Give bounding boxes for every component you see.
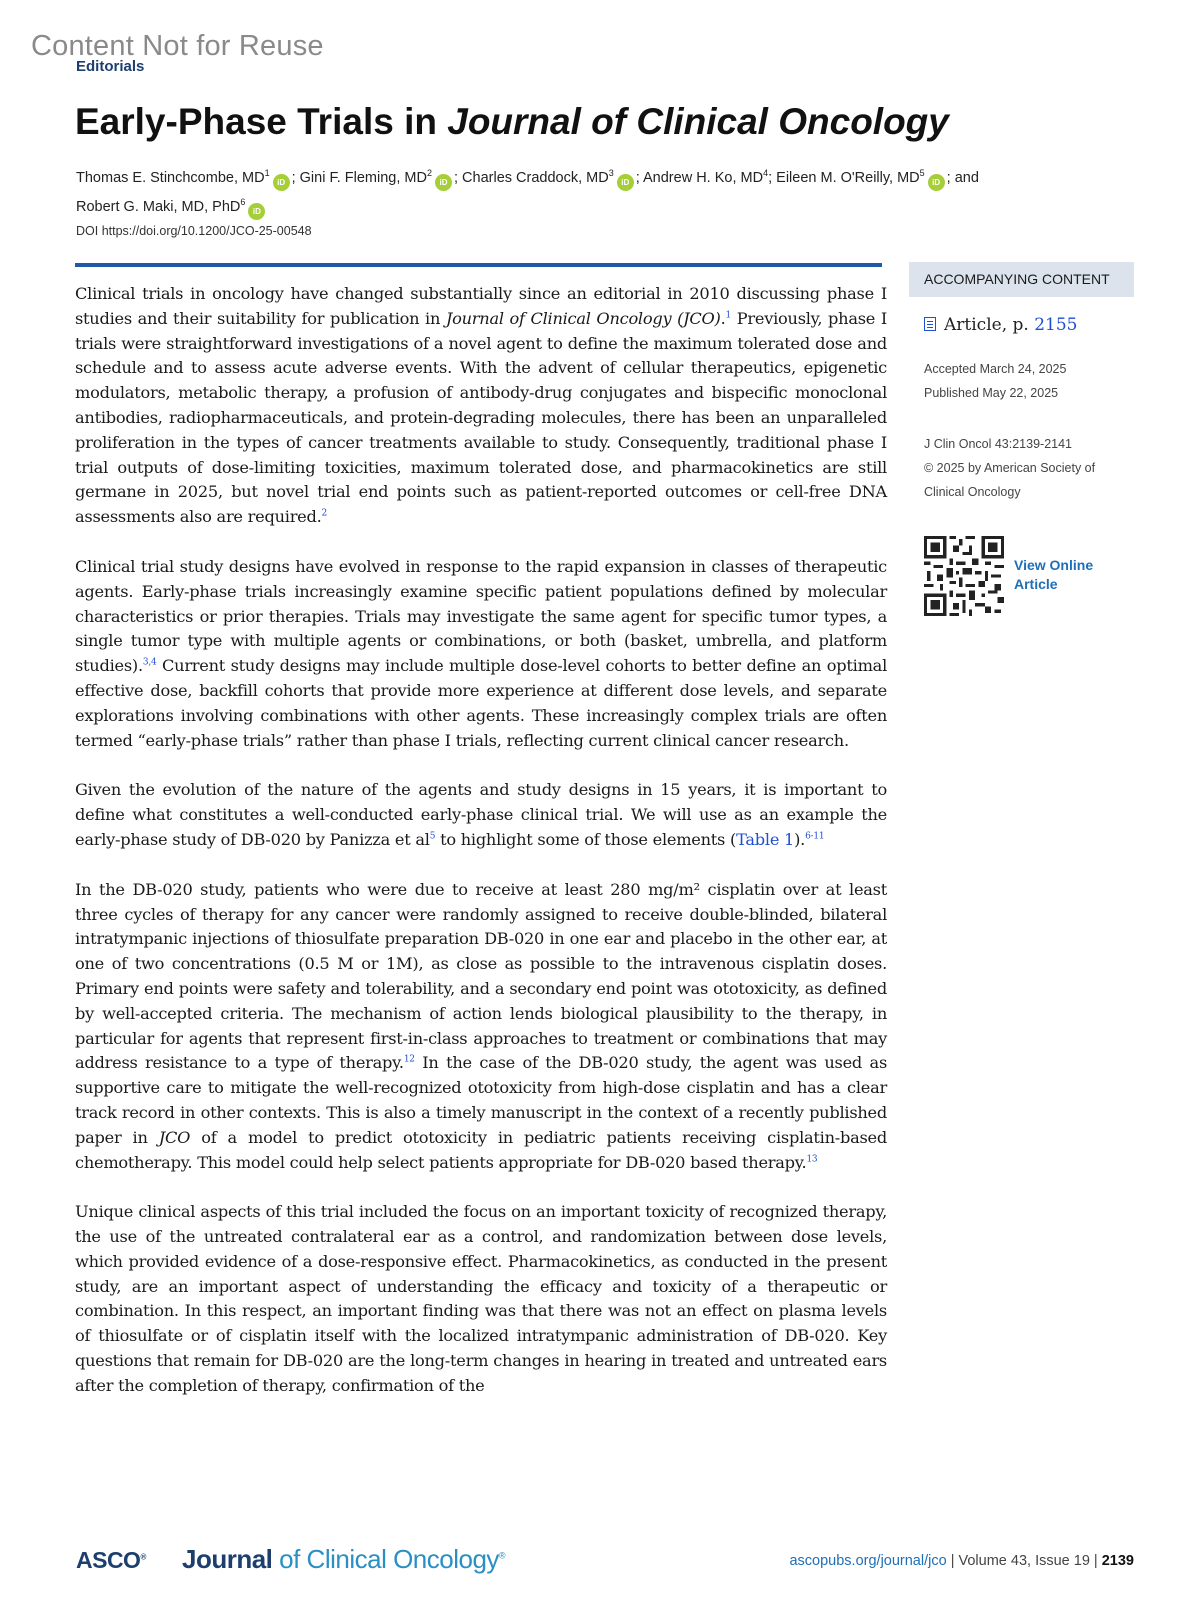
volume-issue: Volume 43, Issue 19 <box>958 1553 1090 1569</box>
reference-link[interactable]: 6-11 <box>805 831 825 842</box>
paragraph: Clinical trial study designs have evolved in response to the rapid expansion in classes of therapeutic agents. Early-phase trials increasingly examine specific patient populations defined by molecular characteristics or prior therapies. Trials may investigate the same agent for specific tumor types, a single tumor type with multiple agents or combinations, or both (basket, umbrella, and platform studies).$^{3,4}$ Current study designs may include multiple dose-level cohorts to better define an optimal effective dose, backfill cohorts that provide more experience at different dose levels, and separate explorations involving combinations with other agents. These increasingly complex trials are often termed “early-phase trials” rather than phase I trials, reflecting current clinical cancer research. <box>75 556 887 750</box>
section-label: Editorials <box>76 58 145 75</box>
paragraph: Clinical trials in oncology have changed substantially since an editorial in 2010 discussing phase I studies and their suitability for publication in Journal of Clinical Oncology (JCO).$^1$ Previously, phase I trials were straightforward investigations of a novel agent to define the maximum tolerated dose and schedule and to assess acute adverse events. With the advent of cellular therapeutics, epigenetic modulators, metabolic therapy, a profusion of antibody-drug conjugates and bispecific monoclonal antibodies, radiopharmaceuticals, and protein-degrading molecules, there has been an unparalleled proliferation in the types of cancer treatments available to study. Consequently, traditional phase I trial outputs of dose-limiting toxicities, maximum tolerated dose, and pharmacokinetics are still germane in 2025, but novel trial end points such as patient-reported outcomes or cell-free DNA assessments also are required.$^2$ <box>75 284 887 527</box>
reference-link[interactable]: 12 <box>403 1054 415 1065</box>
author-name[interactable]: Eileen M. O'Reilly, MD <box>776 169 920 186</box>
author-name[interactable]: Andrew H. Ko, MD <box>643 169 764 186</box>
qr-code-icon[interactable] <box>924 536 1004 616</box>
title-journal: Journal of Clinical Oncology <box>447 101 949 142</box>
accompanying-content-header: ACCOMPANYING CONTENT <box>909 262 1134 297</box>
reference-link[interactable]: 3,4 <box>142 657 157 668</box>
publication-dates <box>924 357 1066 405</box>
paragraph: In the DB-020 study, patients who were due to receive at least 280 mg/m² cisplatin over at least three cycles of therapy for any cancer were randomly assigned to receive double-blinded, bilateral intratympanic injections of thiosulfate preparation DB-020 in one ear and placebo in the other ear, at one of two concentrations (0.5 M or 1M), as close as possible to the intravenous cisplatin doses. Primary end points were safety and tolerability, and a secondary end point was ototoxicity, as defined by well-accepted criteria. The mechanism of action lends biological plausibility to the therapy, in particular for agents that represent first-in-class approaches to treatment or combinations that may address resistance to a type of therapy.$^{12}$ In the case of the DB-020 study, the agent was used as supportive care to mitigate the well-recognized ototoxicity from high-dose cisplatin and has a clear track record in other contexts. This is also a timely manuscript in the context of a recently published paper in JCO of a model to predict ototoxicity in pediatric patients receiving cisplatin-based chemotherapy. This model could help select patients appropriate for DB-020 based therapy.$^{13}$ <box>75 879 888 1172</box>
orcid-icon[interactable]: iD <box>435 174 452 191</box>
author-name[interactable]: Thomas E. Stinchcombe, MD <box>76 169 265 186</box>
copyright-cont: Clinical Oncology <box>924 485 1021 499</box>
article-body <box>75 282 887 1424</box>
header-rule <box>75 263 882 267</box>
orcid-icon[interactable]: iD <box>928 174 945 191</box>
footer-info: ascopubs.org/journal/jco | Volume 43, Issue 19 | 2139 <box>789 1553 1134 1569</box>
citation-block <box>924 432 1095 504</box>
journal-url-link[interactable]: ascopubs.org/journal/jco <box>789 1553 947 1569</box>
author-name[interactable]: Gini F. Fleming, MD <box>299 169 427 186</box>
author-name[interactable]: Robert G. Maki, MD, PhD <box>76 198 241 215</box>
view-online-article-link[interactable]: View Online Article <box>1014 557 1094 592</box>
reference-link[interactable]: 1 <box>725 310 732 321</box>
published-date: Published May 22, 2025 <box>924 386 1059 400</box>
article-title <box>75 98 1135 146</box>
reference-link[interactable]: 13 <box>806 1154 818 1165</box>
title-prefix: Early-Phase Trials in <box>75 101 448 142</box>
watermark: Content Not for Reuse <box>31 30 324 62</box>
page-number: 2139 <box>1101 1553 1134 1569</box>
accepted-date: Accepted March 24, 2025 <box>924 362 1067 376</box>
document-icon <box>924 317 936 331</box>
author-list: Thomas E. Stinchcombe, $MD^1iD$ ; Gini F. Fleming, $MD^2iD$ ; Charles Craddock, $MD^3iD$ ; Andrew H. Ko, $MD^4$; Eileen M. O'Reilly, $MD^5iD$ ; and Robert G. Maki, MD, PhD$^6$iD <box>76 162 1136 220</box>
paragraph: Unique clinical aspects of this trial included the focus on an important toxicity of recognized therapy, the use of the untreated contralateral ear as a control, and randomization between dose levels, which provided evidence of a dose-responsive effect. Pharmacokinetics, as conducted in the present study, are an important aspect of understanding the efficacy and toxicity of a therapeutic or combination. In this respect, an important finding was that there was not an effect on plasma levels of thiosulfate or of cisplatin itself with the localized intratympanic administration of DB-020. Key questions that remain for DB-020 are the long-term changes in hearing in treated and untreated ears after the completion of therapy, confirmation of the <box>75 1202 887 1395</box>
reference-link[interactable]: 5 <box>429 831 436 842</box>
asco-logo: ASCO® <box>76 1547 146 1573</box>
copyright: © 2025 by American Society of <box>924 461 1096 475</box>
doi-link[interactable]: DOI https://doi.org/10.1200/JCO-25-00548 <box>76 224 312 238</box>
table-link[interactable]: Table 1 <box>736 829 795 849</box>
orcid-icon[interactable]: iD <box>248 203 265 220</box>
article-page-link[interactable]: 2155 <box>1034 315 1078 335</box>
accompanying-article-link[interactable]: Article, p. 2155 <box>924 315 1077 335</box>
journal-logo: Journal of Clinical Oncology® <box>182 1544 506 1574</box>
orcid-icon[interactable]: iD <box>617 174 634 191</box>
paragraph: Given the evolution of the nature of the agents and study designs in 15 years, it is important to define what constitutes a well-conducted early-phase clinical trial. We will use as an example the early-phase study of DB-020 by Panizza et $al^5$ to highlight some of those elements (Table 1).$^{6-11}$ <box>75 780 887 849</box>
orcid-icon[interactable]: iD <box>273 174 290 191</box>
author-name[interactable]: Charles Craddock, MD <box>462 169 609 186</box>
citation: J Clin Oncol 43:2139-2141 <box>924 437 1073 451</box>
reference-link[interactable]: 2 <box>321 508 328 519</box>
